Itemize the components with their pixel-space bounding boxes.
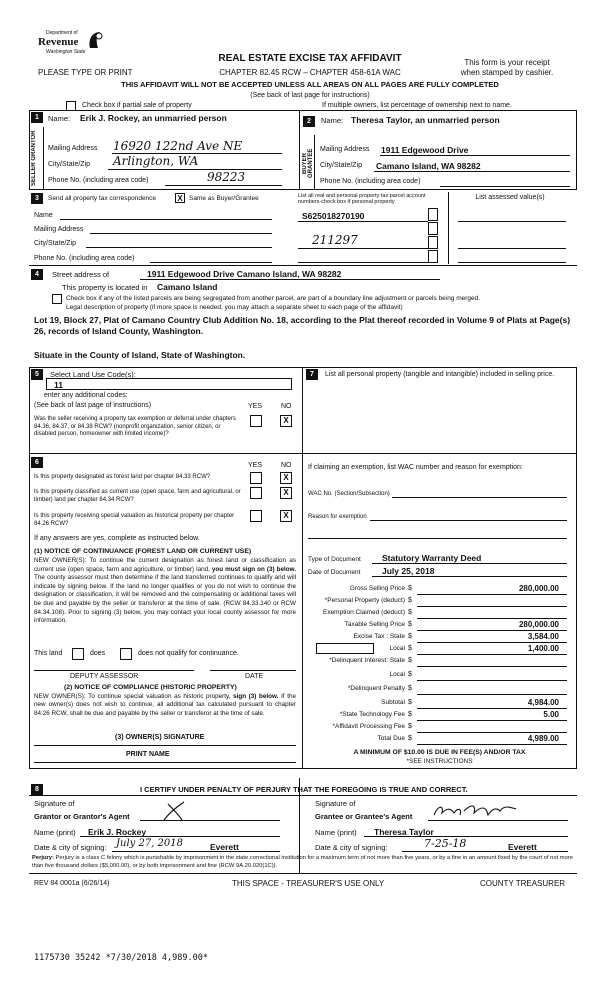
tax-row-label: *Affidavit Processing Fee: [332, 723, 405, 730]
tax-row-currency: $: [408, 597, 412, 604]
exemption-yes-checkbox[interactable]: [250, 415, 262, 427]
section-5-number: 5: [31, 369, 43, 380]
grantor-signature-of: Signature of: [34, 799, 75, 808]
tax-row-currency: $: [408, 723, 412, 730]
parcel-4-personal-checkbox[interactable]: [428, 250, 438, 263]
segregated-checkbox[interactable]: [52, 294, 62, 304]
exemption-wac-question: If claiming an exemption, list WAC number and reason for exemption:: [308, 464, 523, 471]
tax-row-currency: $: [408, 685, 412, 692]
tax-row-currency: $: [408, 735, 412, 742]
correspondence-name-label: Name: [34, 212, 53, 219]
buyer-city-label: City/State/Zip: [320, 162, 363, 169]
located-in-label: This property is located in: [62, 283, 148, 292]
section-6-yes: YES: [248, 462, 263, 469]
perjury-notice: [32, 855, 577, 870]
forest-yes-checkbox[interactable]: [250, 472, 262, 484]
notice-continuance-text: [34, 557, 296, 626]
notice-compliance-text: [34, 693, 296, 718]
parcel-header: List all real and personal property tax parcel account numbers-check box if personal property: [298, 193, 426, 205]
notice-continuance-a: NEW OWNER(S): To continue the current designation as forest land or classification as current use (open space, farm and agriculture, or timber) land,: [34, 557, 296, 573]
form-number: REV 84 0001a (6/26/14): [34, 880, 110, 887]
logo-state-text: Washington State: [46, 49, 86, 55]
tax-row-label: Total Due: [377, 735, 405, 742]
same-as-grantee-label: Same as Buyer/Grantee: [189, 195, 259, 202]
land-does-label: does: [90, 650, 106, 657]
grantor-signature: [160, 800, 190, 822]
section-6-number: 6: [31, 457, 43, 468]
notice-compliance-c: If the new owner(s) does not wish to continue, all additional tax calculated pursuant to chapter 84.26 RCW, shall be due and payable by the seller or transferor at the time of sale.: [34, 693, 297, 717]
section-5-no: NO: [281, 403, 292, 410]
land-does-checkbox[interactable]: [72, 648, 84, 660]
tax-row-label: Gross Selling Price: [349, 585, 405, 592]
owners-signature-label: (3) OWNER(S) SIGNATURE: [115, 734, 205, 741]
grantor-name-value: Erik J. Rockey: [88, 827, 147, 837]
tax-row-label: Subtotal: [381, 699, 405, 706]
parcel-2-personal-checkbox[interactable]: [428, 222, 438, 235]
forest-land-question: Is this property designated as forest land per chapter 84.33 RCW?: [34, 474, 211, 480]
notice-continuance-title: (1) NOTICE OF CONTINUANCE (FOREST LAND OR CURRENT USE): [34, 548, 252, 555]
section-8-number: 8: [31, 784, 43, 795]
section-6-no: NO: [281, 462, 292, 469]
tax-row-value: 4,984.00: [527, 698, 559, 707]
receipt-note-1: This form is your receipt: [464, 58, 550, 67]
grantee-date-city-label: Date & city of signing:: [315, 843, 388, 852]
land-use-label: Select Land Use Code(s):: [50, 370, 136, 379]
tax-row-value: 3,584.00: [527, 632, 559, 641]
tax-row-value: 1,400.00: [527, 644, 559, 653]
notice-compliance-b: sign (3) below.: [233, 693, 279, 700]
historic-yes-checkbox[interactable]: [250, 510, 262, 522]
perjury-text: Perjury is a class C felony which is punishable by imprisonment in the state correctional institution for a maximum term of not more than five years, or by a fine in an amount fixed by the court of not more than five thousand dollars ($5,000.00), or by both imprisonment and fine (RCW 9A.20.020(1C)).: [32, 855, 573, 869]
current-use-no-checkbox[interactable]: X: [280, 487, 292, 499]
land-does-not-label: does not qualify for continuance.: [138, 650, 239, 657]
historic-no-checkbox[interactable]: X: [280, 510, 292, 522]
tax-row-currency: $: [408, 657, 412, 664]
form-title: REAL ESTATE EXCISE TAX AFFIDAVIT: [218, 53, 402, 64]
buyer-phone-label: Phone No. (including area code): [320, 178, 421, 185]
tax-row-currency: $: [408, 621, 412, 628]
tax-row-label: Local: [389, 671, 405, 678]
land-use-code: 11: [54, 380, 63, 390]
seller-mailing-value: 16920 122nd Ave NE: [113, 139, 243, 153]
revenue-logo-icon: [86, 30, 104, 50]
section-2-number: 2: [303, 116, 315, 127]
revenue-logo: [38, 30, 108, 66]
seller-phone-label: Phone No. (including area code): [48, 177, 149, 184]
tax-row-currency: $: [408, 711, 412, 718]
notice-compliance-a: NEW OWNER(S): To continue special valuation as historic property,: [34, 693, 231, 700]
receipt-note-2: when stamped by cashier.: [460, 68, 554, 77]
tax-row-label: *Delinquent Penalty: [347, 685, 405, 692]
exemption-no-checkbox[interactable]: X: [280, 415, 292, 427]
section-3-number: 3: [31, 193, 43, 204]
buyer-mailing-label: Mailing Address: [320, 146, 370, 153]
grantor-date-city-label: Date & city of signing:: [34, 843, 107, 852]
tax-row-label: *Personal Property (deduct): [324, 597, 405, 604]
located-in-value: Camano Island: [157, 282, 218, 292]
tax-row-label: Exemption Claimed (deduct): [322, 609, 405, 616]
this-land-label: This land: [34, 650, 63, 657]
certify-statement: I CERTIFY UNDER PENALTY OF PERJURY THAT THE FOREGOING IS TRUE AND CORRECT.: [140, 785, 468, 794]
tax-row-label: Excise Tax : State: [353, 633, 405, 640]
tax-row-value: 4,989.00: [527, 734, 559, 743]
seller-city-label: City/State/Zip: [48, 161, 91, 168]
tax-row: [302, 683, 577, 696]
perjury-label: Perjury:: [32, 855, 54, 861]
parcel-2-value: 211297: [312, 233, 358, 247]
section-7-number: 7: [306, 369, 318, 380]
document-date-label: Date of Document: [308, 569, 361, 576]
correspondence-mailing-label: Mailing Address: [34, 226, 84, 233]
section-4-number: 4: [31, 269, 43, 280]
seller-mailing-label: Mailing Address: [48, 145, 98, 152]
tax-row-value: 280,000.00: [518, 620, 559, 629]
land-use-see-back: (See back of last page of instructions): [34, 402, 152, 409]
grantee-name-label: Name (print): [315, 828, 357, 837]
assessed-header: List assessed value(s): [475, 194, 545, 201]
partial-sale-label: Check box if partial sale of property: [82, 102, 192, 109]
tax-calculation-table: [302, 583, 577, 743]
cashier-stamp: 1175730 35242 *7/30/2018 4,989.00*: [34, 953, 208, 963]
segregated-label: Check box if any of the listed parcels are being segregated from another parcel, are part of a boundary line adjustment or parcels being merged.: [66, 295, 481, 302]
grantee-signature-of: Signature of: [315, 799, 356, 808]
tax-row-value: 280,000.00: [518, 584, 559, 593]
buyer-name: Theresa Taylor, an unmarried person: [351, 115, 500, 125]
street-address-value: 1911 Edgewood Drive Camano Island, WA 98282: [147, 269, 342, 279]
send-correspondence-label: Send all property tax correspondence: [48, 195, 157, 202]
exemption-reason-label: Reason for exemption: [308, 514, 367, 520]
grantee-name-value: Theresa Taylor: [374, 827, 434, 837]
treasurer-space-label: THIS SPACE - TREASURER'S USE ONLY: [232, 879, 385, 888]
please-type: PLEASE TYPE OR PRINT: [38, 68, 133, 77]
historic-question: Is this property receiving special valuation as historical property per chapter 84.26 RCW?: [34, 513, 235, 527]
tax-row: [302, 655, 577, 668]
grantee-signature: [430, 801, 520, 821]
seller-zip-value: 98223: [207, 170, 246, 184]
logo-revenue-text: Revenue: [38, 36, 79, 48]
legal-description-label: Legal description of property (if more space is needed, you may attach a separate sheet to each page of the affidavit): [66, 304, 403, 311]
tax-row: [302, 669, 577, 682]
see-instructions-note: *SEE INSTRUCTIONS: [406, 758, 473, 765]
tax-row-currency: $: [408, 645, 412, 652]
deputy-date-label: DATE: [245, 673, 264, 680]
correspondence-phone-label: Phone No. (including area code): [34, 255, 135, 262]
completeness-warning: THIS AFFIDAVIT WILL NOT BE ACCEPTED UNLESS ALL AREAS ON ALL PAGES ARE FULLY COMPLETED: [121, 80, 499, 89]
tax-row-value: 5.00: [543, 710, 559, 719]
document-date-value: July 25, 2018: [382, 566, 435, 576]
notice-continuance-c: The county assessor must then determine if the land transferred continues to qualify and will indicate by signing below. If the land no longer qualifies or you do not wish to continue the designation or classification, it will be removed and the compensating or additional taxes will be due and payable by the seller or transferor at the time of sale. (RCW 84.33.140 or RCW 84.34.108). Prior to signing (3) below, you may contact your local county assessor for more information.: [34, 574, 296, 625]
grantor-name-label: Name (print): [34, 828, 76, 837]
land-does-not-checkbox[interactable]: [120, 648, 132, 660]
print-name-label: PRINT NAME: [126, 751, 170, 758]
buyer-city-value: Camano Island, WA 98282: [376, 161, 481, 171]
exemption-question: Was the seller receiving a property tax exemption or deferral under chapters 84.36, 84.37, or 84.38 RCW? (nonprofit organization, senior citizen, or disabled person, homeowner with limited income)?: [34, 416, 236, 437]
tax-row-currency: $: [408, 609, 412, 616]
section-5-yes: YES: [248, 403, 263, 410]
minimum-fee-note: A MINIMUM OF $10.00 IS DUE IN FEE(S) AND/OR TAX: [353, 749, 526, 756]
if-yes-instruction: If any answers are yes, complete as instructed below.: [34, 535, 200, 542]
street-address-label: Street address of: [52, 270, 110, 279]
deputy-assessor-label: DEPUTY ASSESSOR: [70, 673, 139, 680]
notice-compliance-title: (2) NOTICE OF COMPLIANCE (HISTORIC PROPERTY): [64, 684, 237, 691]
buyer-name-label: Name:: [321, 116, 344, 125]
same-as-grantee-checkbox[interactable]: X: [175, 193, 185, 203]
document-type-value: Statutory Warranty Deed: [382, 553, 482, 563]
wac-number-label: WAC No. (Section/Subsection): [308, 491, 390, 497]
legal-description: Lot 19, Block 27, Plat of Camano Country Club Addition No. 18, according to the Plat thereof recorded in Volume 9 of Plats at Page(s) 26, records of Island County, Washington.: [34, 315, 571, 336]
document-type-label: Type of Document: [308, 556, 361, 563]
forest-no-checkbox[interactable]: X: [280, 472, 292, 484]
see-back-note: (See back of last page for instructions): [250, 92, 370, 99]
grantor-date-value: July 27, 2018: [116, 838, 184, 849]
parcel-1-value: S625018270190: [302, 211, 365, 221]
tax-row-label: Local: [389, 645, 405, 652]
multiple-owners-note: If multiple owners, list percentage of ownership next to name.: [322, 102, 512, 109]
tax-row-label: *State Technology Fee: [339, 711, 405, 718]
tax-row: [302, 733, 577, 746]
seller-name-label: Name:: [48, 114, 71, 123]
section-1-number: 1: [31, 112, 43, 123]
seller-city-value: Arlington, WA: [113, 154, 199, 168]
grantor-agent-label: Grantor or Grantor's Agent: [34, 812, 130, 821]
logo-dept-text: Department of: [46, 30, 78, 36]
grantor-city-value: Everett: [210, 842, 239, 852]
grantee-agent-label: Grantee or Grantee's Agent: [315, 812, 413, 821]
tax-row-currency: $: [408, 671, 412, 678]
buyer-mailing-value: 1911 Edgewood Drive: [381, 145, 469, 155]
seller-side-label: SELLER GRANTOR: [31, 130, 37, 186]
grantee-date-value: 7-25-18: [424, 837, 467, 850]
parcel-3-personal-checkbox[interactable]: [428, 236, 438, 249]
buyer-side-label: BUYER GRANTEE: [302, 148, 314, 178]
county-treasurer-label: COUNTY TREASURER: [480, 879, 566, 888]
current-use-question: Is this property classified as current use (open space, farm and agricultural, or timber) land per chapter 84.34 RCW?: [34, 489, 241, 503]
situate-county: Situate in the County of Island, State of Washington.: [34, 350, 246, 360]
form-statutes: CHAPTER 82.45 RCW – CHAPTER 458-61A WAC: [219, 68, 401, 77]
grantee-city-value: Everett: [508, 842, 537, 852]
seller-name: Erik J. Rockey, an unmarried person: [80, 113, 227, 123]
tax-row-currency: $: [408, 585, 412, 592]
tax-row-label: Taxable Selling Price: [344, 621, 405, 628]
tax-row-currency: $: [408, 699, 412, 706]
notice-continuance-b: you must sign on (3) below.: [211, 565, 297, 573]
tax-row-label: *Delinquent Interest: State: [329, 657, 405, 664]
additional-codes-label: enter any additional codes:: [44, 392, 128, 399]
current-use-yes-checkbox[interactable]: [250, 487, 262, 499]
tax-row-currency: $: [408, 633, 412, 640]
parcel-1-personal-checkbox[interactable]: [428, 208, 438, 221]
personal-property-label: List all personal property (tangible and intangible) included in selling price.: [325, 371, 555, 378]
correspondence-city-label: City/State/Zip: [34, 240, 77, 247]
